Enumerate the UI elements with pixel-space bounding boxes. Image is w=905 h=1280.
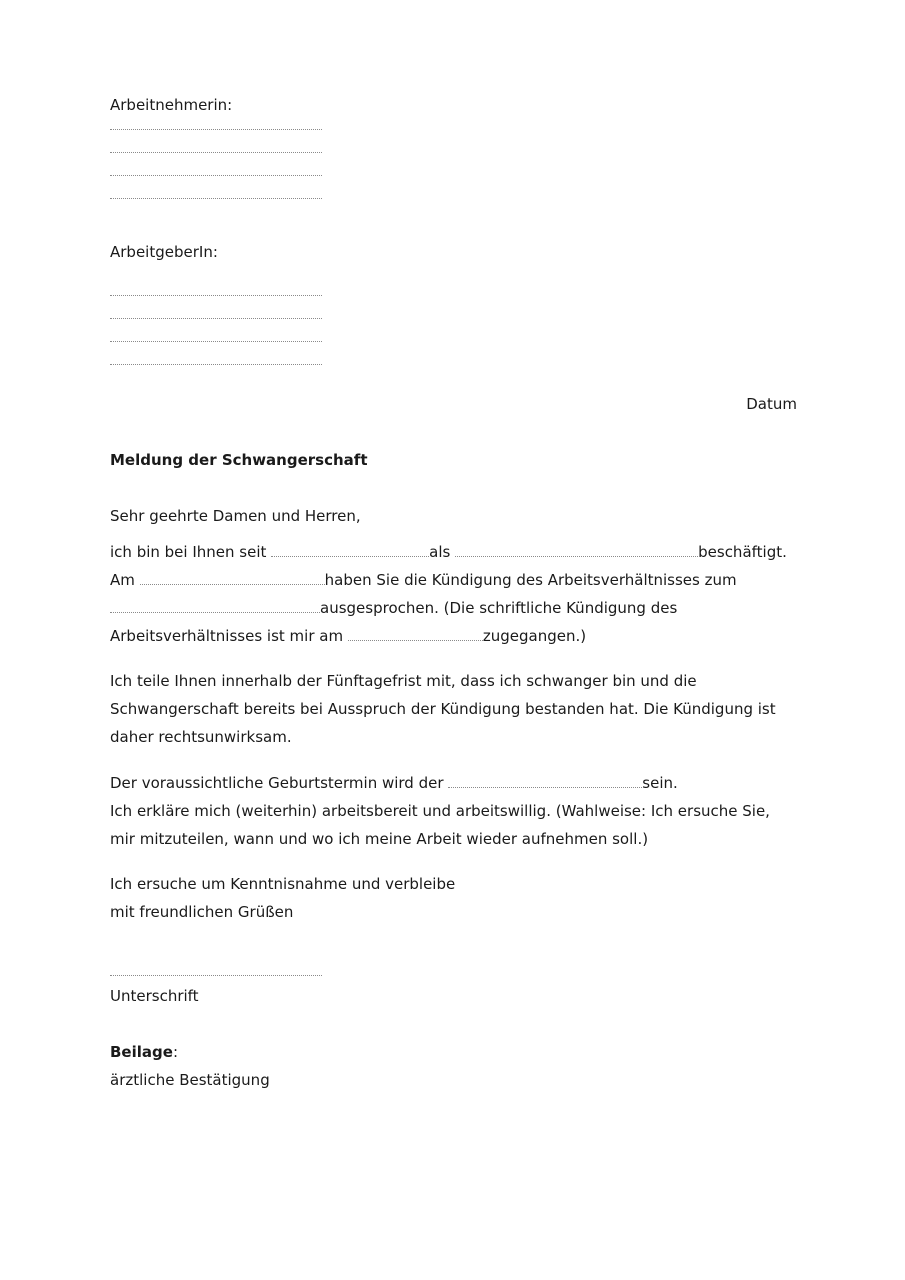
position-field[interactable] xyxy=(455,542,698,557)
p1-text-2: als xyxy=(429,543,451,561)
due-date-field[interactable] xyxy=(448,773,642,788)
p1-text-5: haben Sie die Kündigung des Arbeitsverhältnisses zum xyxy=(324,571,737,589)
employee-label: Arbeitnehmerin: xyxy=(110,96,233,114)
date-label: Datum xyxy=(746,395,797,413)
employer-line-4[interactable] xyxy=(110,364,322,365)
employer-line-2[interactable] xyxy=(110,318,322,319)
enclosure-label: Beilage xyxy=(110,1043,173,1061)
p3-text-2: sein. xyxy=(642,774,678,792)
closing-line-1: Ich ersuche um Kenntnisnahme und verbleibe xyxy=(110,875,456,893)
p2-line-2: Schwangerschaft bereits bei Ausspruch der Kündigung bestanden hat. Die Kündigung ist xyxy=(110,700,776,718)
salutation: Sehr geehrte Damen und Herren, xyxy=(110,507,361,525)
enclosure-heading xyxy=(110,1043,178,1061)
employee-line-2[interactable] xyxy=(110,152,322,153)
p1-text-1: ich bin bei Ihnen seit xyxy=(110,543,267,561)
closing xyxy=(110,870,810,926)
p3-line-3: mir mitzuteilen, wann und wo ich meine Arbeit wieder aufnehmen soll.) xyxy=(110,830,649,848)
paragraph-employment xyxy=(110,538,810,650)
p1-text-7: Arbeitsverhältnisses ist mir am xyxy=(110,627,344,645)
employee-line-3[interactable] xyxy=(110,175,322,176)
employer-line-1[interactable] xyxy=(110,295,322,296)
termination-date-field[interactable] xyxy=(140,570,325,585)
subject-heading: Meldung der Schwangerschaft xyxy=(110,451,368,469)
enclosure-item: ärztliche Bestätigung xyxy=(110,1071,270,1089)
p2-line-3: daher rechtsunwirksam. xyxy=(110,728,292,746)
p3-line-2: Ich erkläre mich (weiterhin) arbeitsbereit und arbeitswillig. (Wahlweise: Ich ersuche Sie, xyxy=(110,802,770,820)
employment-since-field[interactable] xyxy=(271,542,429,557)
p3-text-1: Der voraussichtliche Geburtstermin wird der xyxy=(110,774,444,792)
employer-label: ArbeitgeberIn: xyxy=(110,243,218,261)
signature-line[interactable] xyxy=(110,975,322,976)
p2-line-1: Ich teile Ihnen innerhalb der Fünftagefrist mit, dass ich schwanger bin und die xyxy=(110,672,697,690)
p1-text-6: ausgesprochen. (Die schriftliche Kündigung des xyxy=(320,599,678,617)
signature-label: Unterschrift xyxy=(110,987,199,1005)
closing-line-2: mit freundlichen Grüßen xyxy=(110,903,294,921)
p1-text-4: Am xyxy=(110,571,135,589)
received-date-field[interactable] xyxy=(348,626,483,641)
enclosure-colon: : xyxy=(172,1043,178,1061)
employer-line-3[interactable] xyxy=(110,341,322,342)
p1-text-8: zugegangen.) xyxy=(482,627,587,645)
employee-line-4[interactable] xyxy=(110,198,322,199)
paragraph-pregnancy-notice xyxy=(110,667,810,751)
employee-line-1[interactable] xyxy=(110,129,322,130)
paragraph-due-date xyxy=(110,769,810,853)
p1-text-3: beschäftigt. xyxy=(698,543,787,561)
termination-effective-field[interactable] xyxy=(110,598,320,613)
